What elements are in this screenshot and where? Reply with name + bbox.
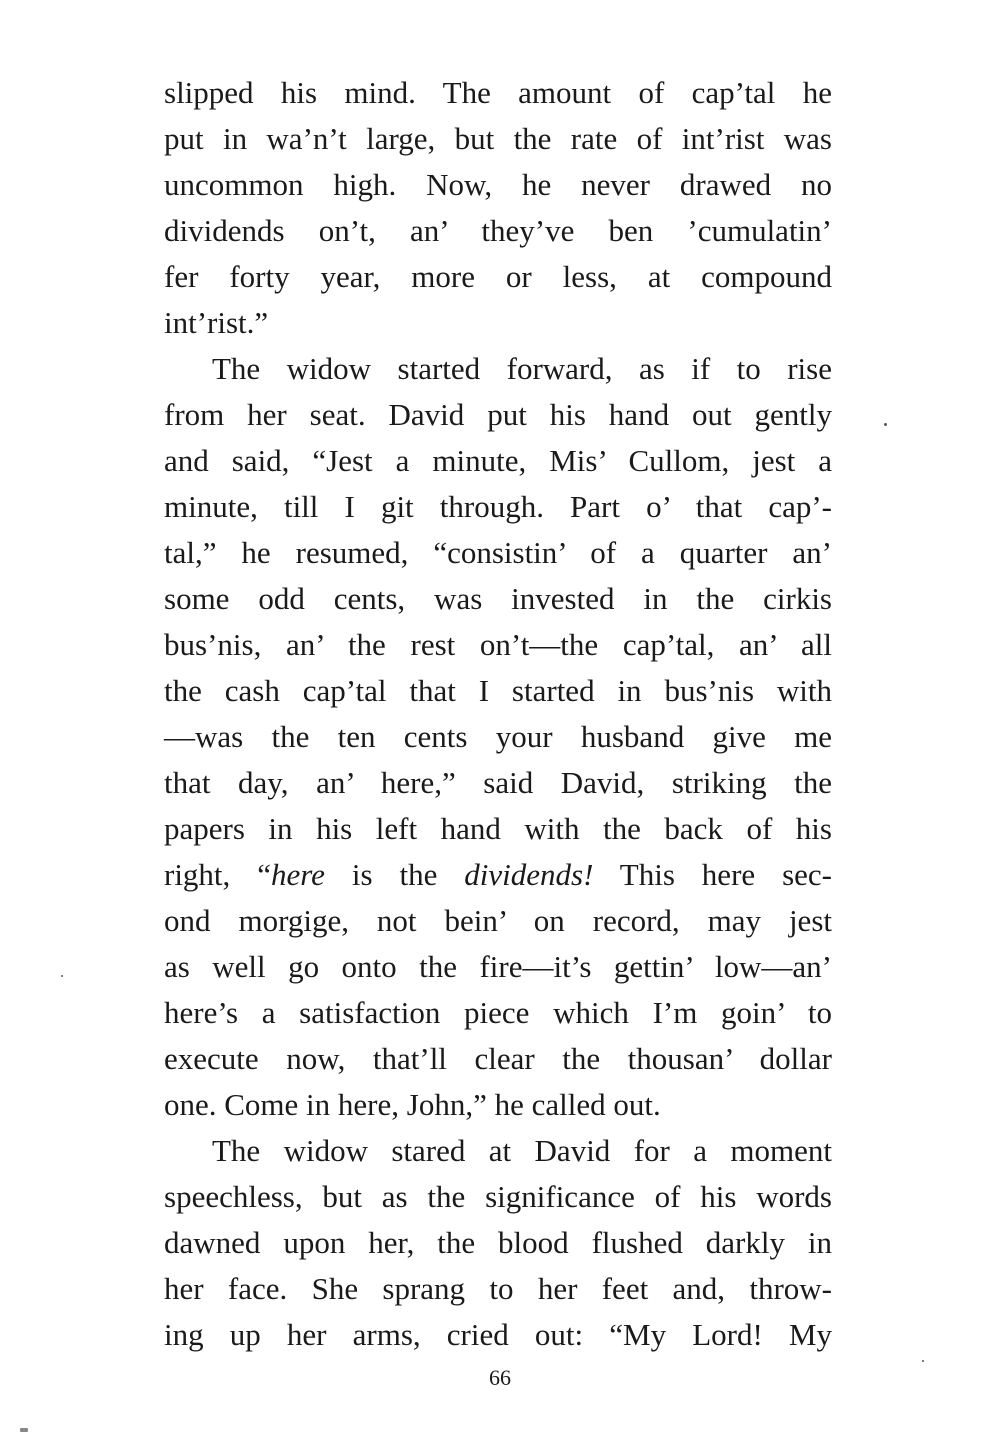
scan-speck [884,423,887,426]
text-line: The widow stared at David for a moment [212,1133,832,1168]
text-line: and said, “Jest a minute, Mis’ Cullom, jest a [164,443,832,478]
text-line: from her seat. David put his hand out gently [164,397,832,432]
text-line: tal,” he resumed, “consistin’ of a quarter an’ [164,535,832,570]
text-line: the cash cap’tal that I started in bus’nis with [164,673,832,708]
text-line: one. Come in here, John,” he called out. [164,1087,661,1122]
text-line: fer forty year, more or less, at compound [164,259,832,294]
text-line: speechless, but as the significance of his words [164,1179,832,1214]
text-line-with-italics: right, “here is the dividends! This here sec- [164,857,832,892]
text-line: minute, till I git through. Part o’ that cap’- [164,489,832,524]
text-line: uncommon high. Now, he never drawed no [164,167,832,202]
text-line: papers in his left hand with the back of his [164,811,832,846]
scan-speck [20,1428,28,1432]
page-number: 66 [489,1365,511,1390]
text-line: ing up her arms, cried out: “My Lord! My [164,1317,832,1352]
text-line: as well go onto the fire—it’s gettin’ low—an’ [164,949,832,984]
body-text [164,70,832,1358]
text-line: here’s a satisfaction piece which I’m goin’ to [164,995,832,1030]
scan-speck [61,975,63,977]
text-line: The widow started forward, as if to rise [212,351,832,386]
text-line: that day, an’ here,” said David, striking the [164,765,832,800]
text-line: int’rist.” [164,305,269,340]
text-line: dividends on’t, an’ they’ve ben ’cumulatin’ [164,213,832,248]
scan-speck [922,1360,924,1362]
text-line: ond morgige, not bein’ on record, may jest [164,903,832,938]
text-line: put in wa’n’t large, but the rate of int’rist was [164,121,832,156]
text-line: her face. She sprang to her feet and, throw- [164,1271,832,1306]
italic-here: here [271,857,325,892]
text-line: slipped his mind. The amount of cap’tal he [164,75,832,110]
text-line: bus’nis, an’ the rest on’t—the cap’tal, an’ all [164,627,832,662]
italic-dividends: dividends! [464,857,594,892]
text-line: —was the ten cents your husband give me [164,719,832,754]
text-line: dawned upon her, the blood flushed darkly in [164,1225,832,1260]
text-line: some odd cents, was invested in the cirkis [164,581,832,616]
text-line: execute now, that’ll clear the thousan’ dollar [164,1041,832,1076]
